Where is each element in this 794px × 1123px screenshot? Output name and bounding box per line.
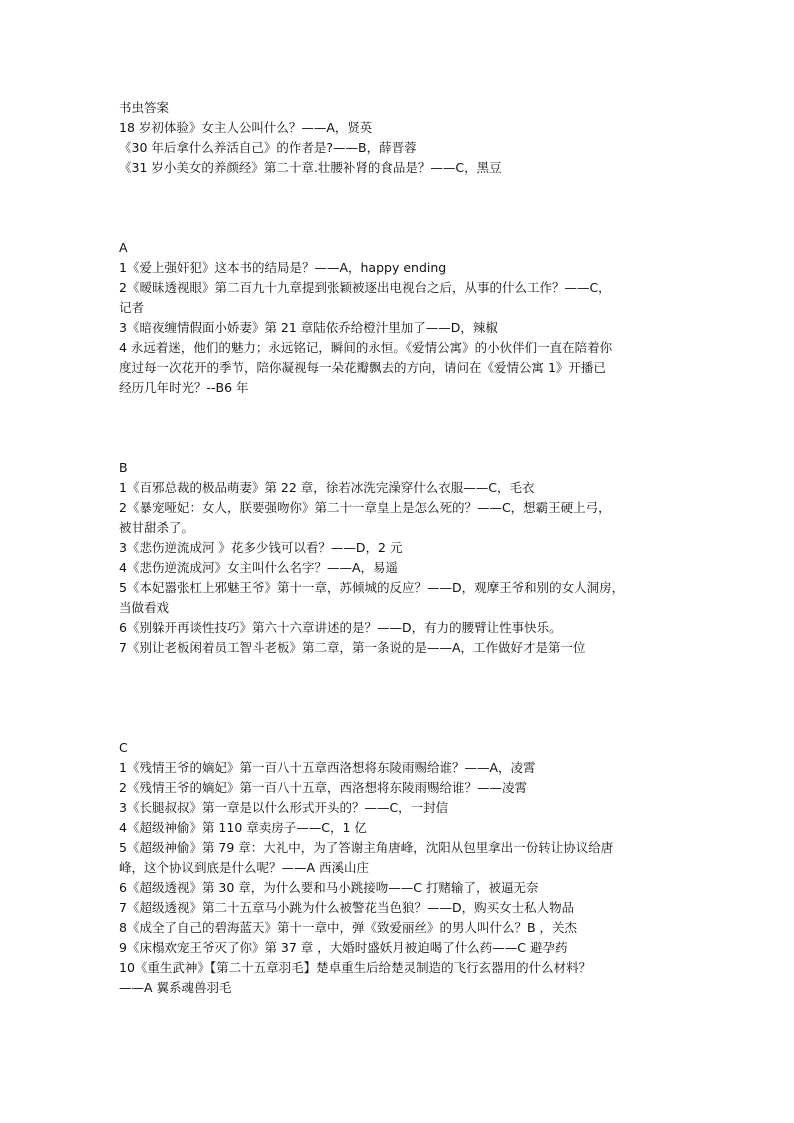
document-page — [119, 98, 679, 998]
section-c-line: 2《残情王爷的嫡妃》第一百八十五章，西洛想将东陵雨赐给谁？——凌霄 — [119, 780, 527, 795]
section-heading-c: C — [119, 740, 128, 755]
section-b-line: 2《暴宠哑妃：女人，朕要强吻你》第二十一章皇上是怎么死的？——C，想霸王硬上弓， — [119, 500, 611, 515]
section-a-line: 经历几年时光？--B6 年 — [119, 380, 249, 395]
section-heading-b: B — [119, 460, 128, 475]
section-a-line: 1《爱上强奸犯》这本书的结局是？——A，happy ending — [119, 260, 447, 275]
section-c-line: 7《超级透视》第二十五章马小跳为什么被警花当色狼？——D，购买女士私人物品 — [119, 900, 575, 915]
section-b-line: 5《本妃嚣张杠上邪魅王爷》第十一章，苏倾城的反应？——D，观摩王爷和别的女人洞房， — [119, 580, 625, 595]
spacer — [119, 198, 679, 218]
section-a-line: 4 永远着迷，他们的魅力；永远铭记，瞬间的永恒。《爱情公寓》的小伙伴们一直在陪着你 — [119, 340, 613, 355]
section-c-line: 6《超级透视》第 30 章，为什么要和马小跳接吻——C 打赌输了，被逼无奈 — [119, 880, 539, 895]
section-c-line: 5《超级神偷》第 79 章：大礼中，为了答谢主角唐峰，沈阳从包里拿出一份转让协议给唐 — [119, 840, 614, 855]
spacer — [119, 438, 679, 458]
spacer — [119, 658, 679, 678]
section-a-line: 记者 — [119, 300, 145, 315]
section-b-line: 当做看戏 — [119, 600, 170, 615]
section-a-line: 度过每一次花开的季节，陪你凝视每一朵花瓣飘去的方向，请问在《爱情公寓 1》开播已 — [119, 360, 606, 375]
intro-line: 《30 年后拿什么养活自己》的作者是?——B，薛晋蓉 — [119, 140, 417, 155]
intro-line: 《31 岁小美女的养颜经》第二十章.壮腰补肾的食品是？——C，黑豆 — [119, 160, 502, 175]
section-c-line: 3《长腿叔叔》第一章是以什么形式开头的？——C，一封信 — [119, 800, 449, 815]
spacer — [119, 218, 679, 238]
spacer — [119, 178, 679, 198]
document-title: 书虫答案 — [119, 100, 170, 115]
section-a-line: 2《暧昧透视眼》第二百九十九章提到张颖被逐出电视台之后，从事的什么工作？——C， — [119, 280, 611, 295]
section-c-line: 10《重生武神》【第二十五章羽毛】楚卓重生后给楚灵制造的飞行玄器用的什么材料？ — [119, 960, 592, 975]
intro-line: 18 岁初体验》女主人公叫什么？——A，贤英 — [119, 120, 373, 135]
section-b-line: 6《别躲开再谈性技巧》第六十六章讲述的是？——D，有力的腰臂让性事快乐。 — [119, 620, 562, 635]
spacer — [119, 418, 679, 438]
section-c-line: ——A 翼系魂兽羽毛 — [119, 980, 232, 995]
section-b-line: 7《别让老板闲着员工智斗老板》第二章，第一条说的是——A，工作做好才是第一位 — [119, 640, 586, 655]
section-c-line: 1《残情王爷的嫡妃》第一百八十五章西洛想将东陵雨赐给谁？——A，凌霄 — [119, 760, 536, 775]
section-c-line: 4《超级神偷》第 110 章卖房子——C，1 亿 — [119, 820, 367, 835]
spacer — [119, 398, 679, 418]
section-a-line: 3《暗夜缠情假面小娇妻》第 21 章陆依乔给橙汁里加了——D，辣椒 — [119, 320, 498, 335]
section-b-line: 4《悲伤逆流成河》女主叫什么名字？——A，易遥 — [119, 560, 399, 575]
spacer — [119, 678, 679, 698]
section-heading-a: A — [119, 240, 128, 255]
section-b-line: 被甘甜杀了。 — [119, 520, 195, 535]
section-c-line: 峰，这个协议到底是什么呢？——A 西溪山庄 — [119, 860, 370, 875]
section-b-line: 3《悲伤逆流成河 》花多少钱可以看？——D，2 元 — [119, 540, 403, 555]
section-b-line: 1《百邪总裁的极品萌妻》第 22 章，徐若冰洗完澡穿什么衣服——C，毛衣 — [119, 480, 535, 495]
spacer — [119, 718, 679, 738]
spacer — [119, 698, 679, 718]
section-c-line: 8《成全了自己的碧海蓝天》第十一章中，弹《致爱丽丝》的男人叫什么？B ，关杰 — [119, 920, 578, 935]
section-c-line: 9《床榻欢宠王爷灭了你》第 37 章 ，大婚时盛妖月被迫喝了什么药——C 避孕药 — [119, 940, 568, 955]
